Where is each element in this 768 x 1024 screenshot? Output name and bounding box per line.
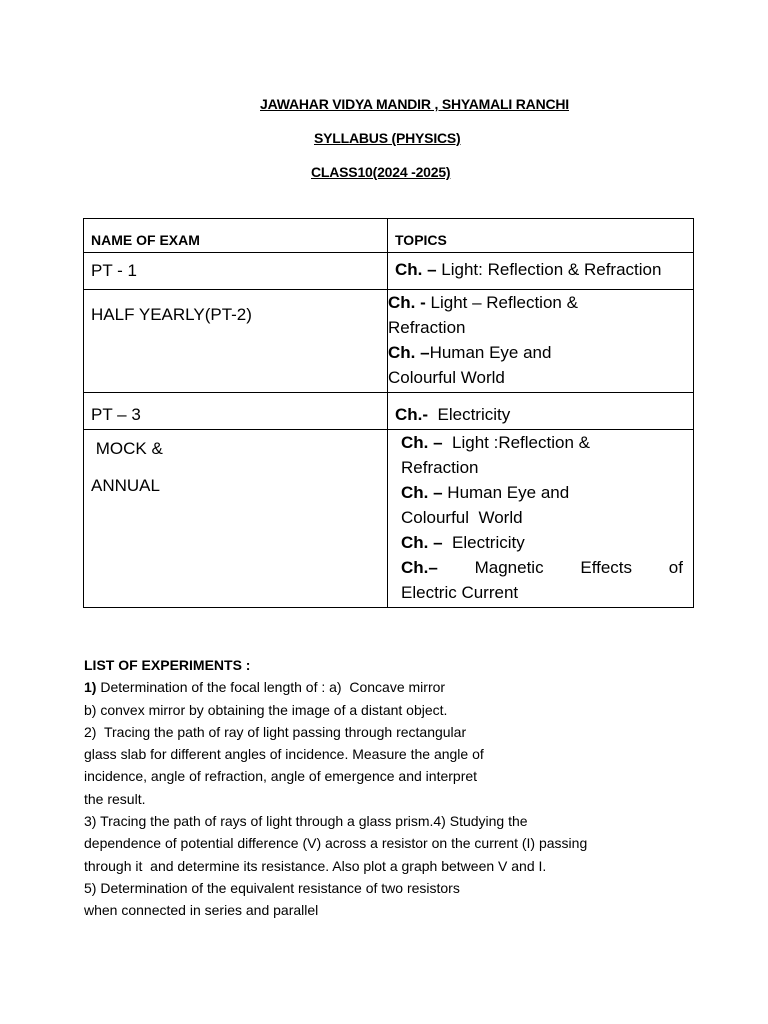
topic-text: Human Eye and <box>442 483 570 502</box>
experiment-line <box>84 810 684 832</box>
exam-name: MOCK & <box>91 439 163 458</box>
topic-line <box>388 290 693 315</box>
experiment-line <box>84 832 684 854</box>
table-header-row <box>84 219 694 253</box>
topic-text: Electricity <box>442 533 525 552</box>
experiments-title: LIST OF EXPERIMENTS : <box>84 657 251 673</box>
topics-cell <box>388 393 694 430</box>
exam-name: ANNUAL <box>91 476 160 495</box>
topic-line <box>388 315 693 340</box>
experiment-text: dependence of potential difference (V) across a resistor on the current (I) passing <box>84 835 588 852</box>
experiment-line <box>84 788 684 810</box>
topics-cell <box>388 430 694 608</box>
experiment-text: 3) Tracing the path of rays of light through a glass prism.4) Studying the <box>84 813 528 830</box>
exam-name: PT – 3 <box>91 405 141 424</box>
experiment-line <box>84 765 684 787</box>
topic-word: Magnetic <box>474 558 544 577</box>
topic-line <box>395 402 683 427</box>
topic-text: Light: Reflection & Refraction <box>436 260 662 279</box>
chapter-label: Ch. – <box>401 533 443 552</box>
topics-cell <box>388 290 694 393</box>
topic-text: Refraction <box>388 318 466 337</box>
experiment-line <box>84 699 684 721</box>
topic-line <box>388 365 693 390</box>
experiment-line <box>84 721 684 743</box>
class-year: CLASS10(2024 -2025) <box>311 164 451 180</box>
experiments-list <box>84 676 684 921</box>
syllabus-subtitle: SYLLABUS (PHYSICS) <box>314 130 461 146</box>
topic-text: Colourful World <box>401 508 523 527</box>
experiment-text: when connected in series and parallel <box>84 902 319 919</box>
header-cell-topics <box>388 219 694 253</box>
col-header-exam: NAME OF EXAM <box>91 232 200 248</box>
topic-line <box>401 530 683 555</box>
experiment-text: glass slab for different angles of incidence. Measure the angle of <box>84 746 484 763</box>
syllabus-table <box>83 218 694 608</box>
experiment-line <box>84 899 684 921</box>
topic-line <box>401 455 683 480</box>
topic-line <box>401 430 683 455</box>
chapter-label: Ch. – <box>395 260 437 279</box>
exam-name: PT - 1 <box>91 261 137 280</box>
topic-word: of <box>668 558 683 577</box>
topic-line <box>401 505 683 530</box>
topic-text: Colourful World <box>388 368 505 387</box>
topic-line <box>401 480 683 505</box>
experiment-line <box>84 676 684 698</box>
experiment-text: through it and determine its resistance. Also plot a graph between V and I. <box>84 857 547 874</box>
topic-text: Light – Reflection & <box>425 293 578 312</box>
experiments-section <box>84 654 684 922</box>
topic-text: Refraction <box>401 458 479 477</box>
table-row <box>84 290 694 393</box>
chapter-label: Ch. – <box>388 343 430 362</box>
exam-cell <box>84 253 388 290</box>
topic-text: Electric Current <box>401 583 519 602</box>
experiment-text: b) convex mirror by obtaining the image of a distant object. <box>84 701 448 718</box>
header-cell-exam <box>84 219 388 253</box>
experiment-number: 1) <box>84 679 97 696</box>
exam-cell <box>84 430 388 608</box>
exam-name: HALF YEARLY(PT-2) <box>91 305 252 324</box>
topic-line <box>401 555 683 580</box>
table-row <box>84 430 694 608</box>
chapter-label: Ch. – <box>401 483 443 502</box>
experiment-text: Determination of the focal length of : a) Concave mirror <box>96 679 446 696</box>
school-title: JAWAHAR VIDYA MANDIR , SHYAMALI RANCHI <box>260 96 569 112</box>
topic-text: Electricity <box>428 405 511 424</box>
table-row <box>84 393 694 430</box>
experiment-line <box>84 743 684 765</box>
chapter-label: Ch.– <box>401 558 438 577</box>
experiment-text: 2) Tracing the path of ray of light passing through rectangular <box>84 723 467 740</box>
chapter-label: Ch. – <box>401 433 443 452</box>
exam-cell <box>84 393 388 430</box>
experiment-line <box>84 877 684 899</box>
experiment-line <box>84 855 684 877</box>
topic-text: Human Eye and <box>429 343 552 362</box>
chapter-label: Ch. - <box>388 293 426 312</box>
experiment-text: the result. <box>84 790 146 807</box>
col-header-topics: TOPICS <box>395 232 447 248</box>
topic-line <box>388 340 693 365</box>
topic-word: Effects <box>580 558 633 577</box>
topics-cell <box>388 253 694 290</box>
exam-cell <box>84 290 388 393</box>
table-row <box>84 253 694 290</box>
chapter-label: Ch.- <box>395 405 429 424</box>
experiment-text: 5) Determination of the equivalent resistance of two resistors <box>84 879 460 896</box>
experiment-text: incidence, angle of refraction, angle of emergence and interpret <box>84 768 478 785</box>
topic-line <box>395 257 683 282</box>
topic-line <box>401 580 683 605</box>
topic-text: Light :Reflection & <box>442 433 590 452</box>
